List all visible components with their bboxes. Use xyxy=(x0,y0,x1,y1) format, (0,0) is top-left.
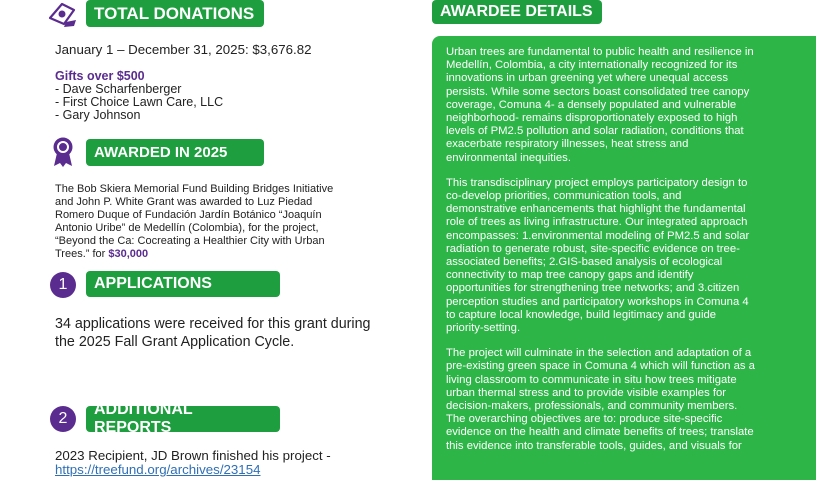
donation-money-icon xyxy=(46,0,78,28)
award-amount: $30,000 xyxy=(108,248,149,260)
awarded-heading: AWARDED IN 2025 xyxy=(86,139,264,166)
award-last-line-prefix: Trees.” for xyxy=(55,248,109,260)
total-donations-heading: TOTAL DONATIONS xyxy=(86,0,264,27)
applications-text-line: 34 applications were received for this grant during xyxy=(55,316,371,332)
award-description-line xyxy=(55,248,148,260)
donation-period-text: January 1 – December 31, 2025: $3,676.82 xyxy=(55,42,312,57)
awardee-details-panel xyxy=(432,36,816,480)
awardee-paragraph-line: The overarching objectives are to: produce site-specific xyxy=(446,413,723,426)
award-description-line: “Beyond the Ca: Cocreating a Healthier City with Urban xyxy=(55,235,325,247)
awardee-paragraph-line: demonstrative enhancements that highlight the fundamental xyxy=(446,203,746,216)
gifts-over-heading: Gifts over $500 xyxy=(55,69,145,83)
awardee-paragraph-line: innovations in urban greening yet where unequal access xyxy=(446,72,728,85)
awardee-paragraph-line: opportunities for strengthening tree networks; and 3.citizen xyxy=(446,282,740,295)
awardee-paragraph-line: urban thermal stress and to provide visible examples for xyxy=(446,386,727,399)
awardee-paragraph xyxy=(446,177,808,335)
awardee-details-heading: AWARDEE DETAILS xyxy=(432,0,602,24)
donor-list-item: - Dave Scharfenberger xyxy=(55,82,182,96)
additional-reports-heading: ADDITIONAL REPORTS xyxy=(86,406,280,432)
awardee-paragraph-line: to capture local knowledge, build legitimacy and guide xyxy=(446,308,717,321)
donor-list-item: - Gary Johnson xyxy=(55,108,141,122)
award-description-line: and John P. White Grant was awarded to Luz Piedad xyxy=(55,196,313,208)
donor-list-item: - First Choice Lawn Care, LLC xyxy=(55,95,224,109)
awardee-paragraph-line: environmental inequities. xyxy=(446,151,571,164)
awardee-paragraph-line: radiation to generate robust, site-specific evidence on tree- xyxy=(446,242,740,255)
award-description-line: Antonio Uribe” de Medellín (Colombia), for the project, xyxy=(55,222,319,234)
awardee-paragraph-line: coverage, Comuna 4- a densely populated and vulnerable xyxy=(446,98,737,111)
awardee-paragraph-line: This transdisciplinary project employs participatory design to xyxy=(446,176,748,189)
award-ribbon-icon xyxy=(52,137,74,167)
awardee-paragraph-line: persists. While some sectors boast consolidated tree canopy xyxy=(446,85,750,98)
awardee-paragraph-line: evidence on the health and climate benefits of trees; translate xyxy=(446,426,754,439)
awardee-paragraph-line: perception studies and participatory workshops in Comuna 4 xyxy=(446,295,749,308)
awardee-paragraph-line: pre-existing green space in Comuna 4 which will function as a xyxy=(446,360,755,373)
applications-heading: APPLICATIONS xyxy=(86,271,280,297)
awardee-paragraph-line: exacerbate respiratory illnesses, heat stress and xyxy=(446,138,689,151)
awardee-paragraph-line: levels of PM2.5 pollution and solar radiation, conditions that xyxy=(446,125,744,138)
awardee-paragraph xyxy=(446,46,808,165)
awardee-paragraph-line: associated benefits; 2.GIS-based analysis of ecological xyxy=(446,256,723,269)
awardee-paragraph-line: co-develop priorities, communication tools, and xyxy=(446,190,682,203)
awardee-paragraph-line: connectivity to map tree canopy gaps and identify xyxy=(446,269,694,282)
awardee-paragraph-line: decision-makers, professionals, and community members. xyxy=(446,400,738,413)
awardee-paragraph-line: role of trees as living infrastructure. Our integrated approach xyxy=(446,216,748,229)
section-number-badge: 2 xyxy=(50,406,76,432)
awardee-paragraph-line: priority-setting. xyxy=(446,322,521,335)
awardee-paragraph-line: living classroom to communicate in situ how trees mitigate xyxy=(446,373,737,386)
awardee-paragraph xyxy=(446,347,808,453)
awardee-paragraph-line: this evidence into transferable tools, guides, and visuals for xyxy=(446,439,742,452)
awardee-paragraph-line: The project will culminate in the selection and adaptation of a xyxy=(446,347,752,360)
section-number-badge: 1 xyxy=(50,272,76,298)
awardee-paragraph-line: Medellín, Colombia, a city internationally recognized for its xyxy=(446,59,738,72)
award-description-line: The Bob Skiera Memorial Fund Building Bridges Initiative xyxy=(55,183,334,195)
awardee-paragraph-line: encompasses: 1.environmental modeling of PM2.5 and solar xyxy=(446,229,750,242)
additional-reports-text: 2023 Recipient, JD Brown finished his project - xyxy=(55,448,331,463)
awardee-paragraph-line: neighborhood- remains disproportionately exposed to high xyxy=(446,112,738,125)
awardee-paragraph-line: Urban trees are fundamental to public health and resilience in xyxy=(446,46,754,58)
award-description-line: Romero Duque of Fundación Jardín Botánico “Joaquín xyxy=(55,209,322,221)
report-archive-link[interactable]: https://treefund.org/archives/23154 xyxy=(55,462,261,477)
applications-text-line: the 2025 Fall Grant Application Cycle. xyxy=(55,334,295,350)
